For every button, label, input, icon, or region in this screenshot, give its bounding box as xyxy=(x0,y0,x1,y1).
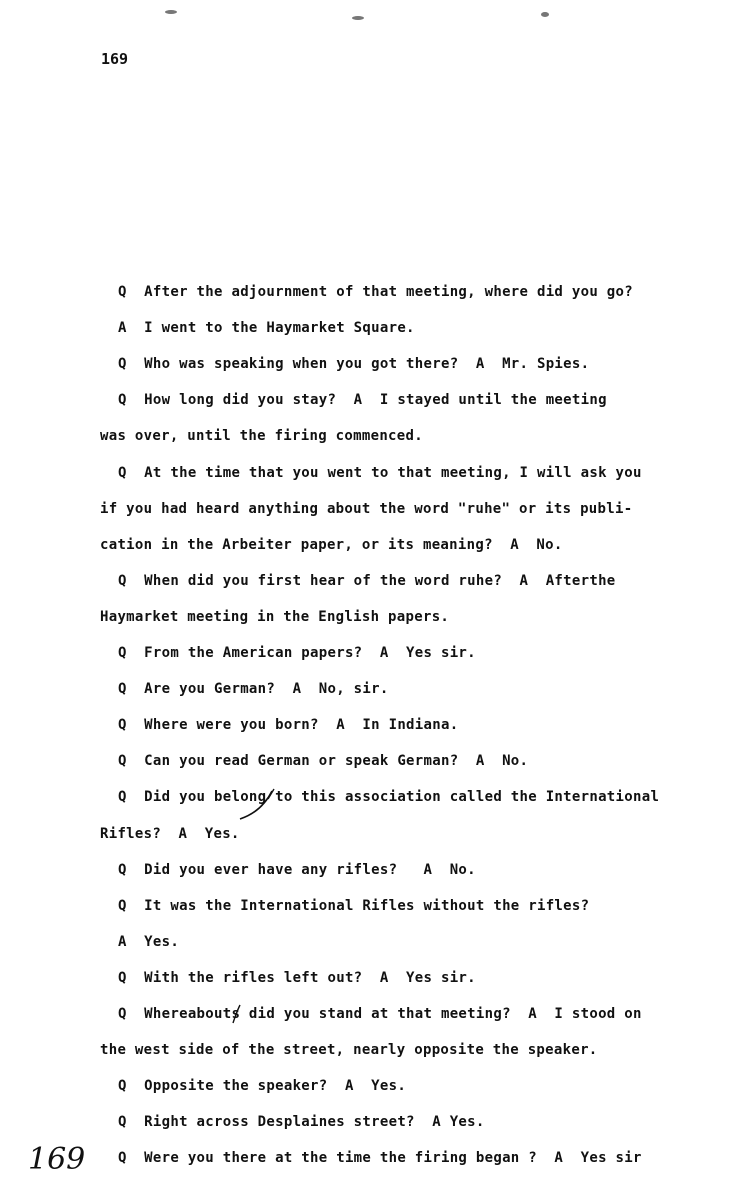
scan-speck xyxy=(165,10,177,14)
transcript-line: Q When did you first hear of the word ruhe? A Afterthe xyxy=(118,572,616,589)
transcript-line: Rifles? A Yes. xyxy=(100,825,240,842)
transcript-line: Q With the rifles left out? A Yes sir. xyxy=(118,969,476,986)
transcript-line: Q After the adjournment of that meeting, where did you go? xyxy=(118,284,633,300)
pen-stroke-mark xyxy=(238,785,288,825)
transcript-line: was over, until the firing commenced. xyxy=(100,428,423,445)
transcript-line: Q At the time that you went to that meeting, I will ask you xyxy=(118,464,642,481)
page-number: 169 xyxy=(101,50,129,68)
apostrophe-pen-mark xyxy=(230,1003,244,1025)
transcript-line: if you had heard anything about the word "ruhe" or its publi- xyxy=(100,500,633,517)
transcript-line: the west side of the street, nearly opposite the speaker. xyxy=(100,1042,598,1059)
handwritten-page-number: 169 xyxy=(28,1142,86,1177)
transcript-line: Q Are you German? A No, sir. xyxy=(118,681,389,698)
transcript-line: cation in the Arbeiter paper, or its meaning? A No. xyxy=(100,536,563,553)
scan-speck xyxy=(541,12,549,17)
transcript-line: A I went to the Haymarket Square. xyxy=(118,320,415,337)
transcript-line: Haymarket meeting in the English papers. xyxy=(100,608,450,625)
transcript-line: Q Were you there at the time the firing began ? A Yes sir xyxy=(118,1150,642,1167)
transcript-line: Q From the American papers? A Yes sir. xyxy=(118,645,476,661)
transcript-line: Q Whereabouts did you stand at that meeting? A I stood on xyxy=(118,1006,642,1022)
transcript-line: Q Who was speaking when you got there? A Mr. Spies. xyxy=(118,356,590,373)
transcript-line: Q Right across Desplaines street? A Yes. xyxy=(118,1114,485,1131)
transcript-line: A Yes. xyxy=(118,933,180,950)
transcript-line: Q Did you ever have any rifles? A No. xyxy=(118,861,476,878)
transcript-line: Q Opposite the speaker? A Yes. xyxy=(118,1078,407,1095)
scan-speck xyxy=(352,16,364,20)
transcript-line: Q It was the International Rifles without the rifles? xyxy=(118,897,590,914)
transcript-line: Q How long did you stay? A I stayed until the meeting xyxy=(118,392,607,409)
transcript-line: Q Did you belong to this association called the International xyxy=(118,789,660,806)
transcript-line: Q Where were you born? A In Indiana. xyxy=(118,717,459,734)
transcript-line: Q Can you read German or speak German? A No. xyxy=(118,753,529,770)
